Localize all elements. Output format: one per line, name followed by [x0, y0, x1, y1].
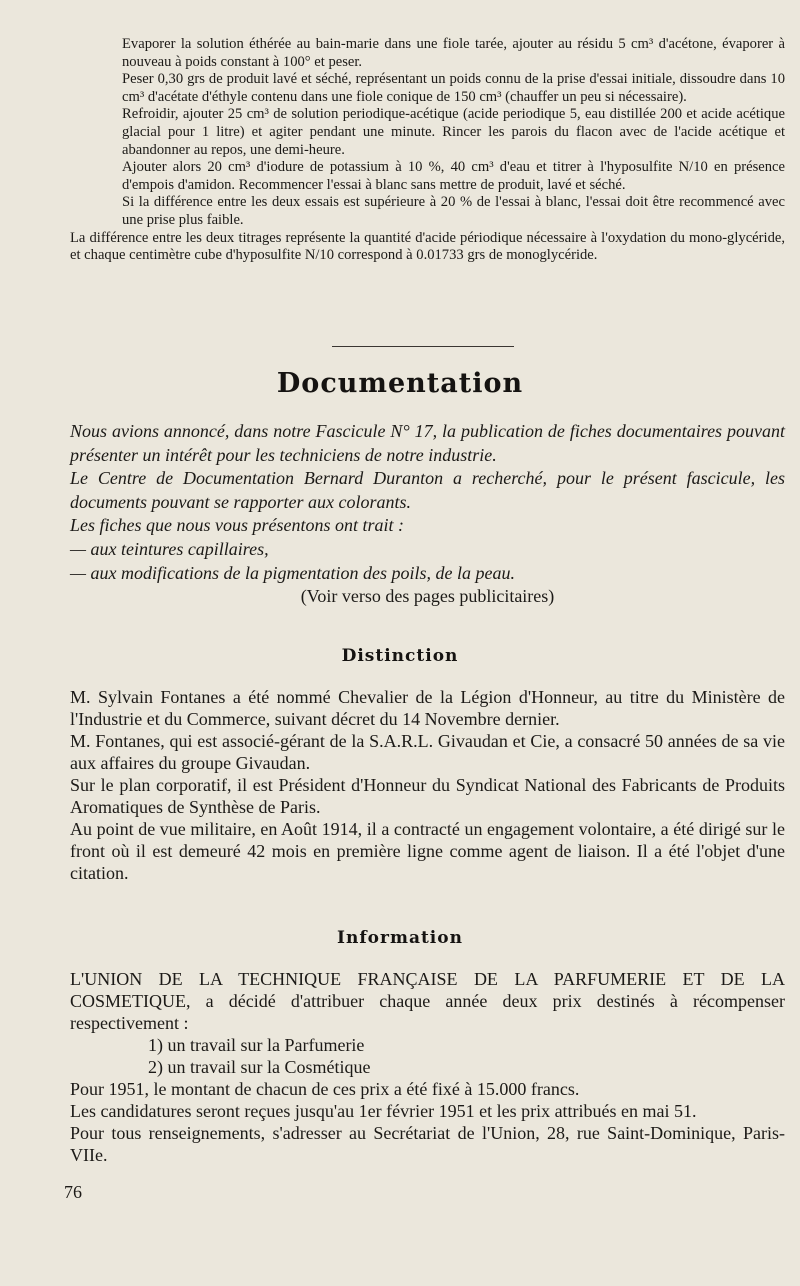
- documentation-note: (Voir verso des pages publicitaires): [300, 586, 555, 607]
- information-paragraph-4: Pour tous renseignements, s'adresser au Secrétariat de l'Union, 28, rue Saint-Dominique, Paris-VIIe.: [70, 1123, 785, 1165]
- information-paragraph-2: Pour 1951, le montant de chacun de ces prix a été fixé à 15.000 francs.: [70, 1079, 580, 1099]
- procedure-paragraph-4: Ajouter alors 20 cm³ d'iodure de potassium à 10 %, 40 cm³ d'eau et titrer à l'hyposulfite N/10 en présence d'empois d'amidon. Recommencer l'essai à blanc sans mettre de produit, lavé et séché.: [122, 159, 785, 193]
- procedure-paragraph-3: Refroidir, ajouter 25 cm³ de solution periodique-acétique (acide periodique 5, eau distillée 200 et acide acétique glacial pour 1 litre) et agiter pendant une minute. Rincer les parois du flacon avec de l'acide acétique et abandonner au repos, une demi-heure.: [122, 106, 785, 158]
- page-number: 76: [64, 1182, 82, 1202]
- distinction-paragraph-2: M. Fontanes, qui est associé-gérant de la S.A.R.L. Givaudan et Cie, a consacré 50 années de sa vie aux affaires du groupe Givaudan.: [70, 731, 785, 773]
- section-divider: [332, 346, 514, 347]
- documentation-heading: Documentation: [276, 368, 524, 399]
- information-list-item-1: 1) un travail sur la Parfumerie: [148, 1035, 365, 1055]
- documentation-list-item-1: — aux teintures capillaires,: [70, 538, 269, 559]
- information-list-item-2: 2) un travail sur la Cosmétique: [148, 1057, 371, 1077]
- documentation-paragraph-2: Le Centre de Documentation Bernard Duranton a recherché, pour le présent fascicule, les documents pouvant se rapporter aux colorants.: [70, 468, 785, 512]
- distinction-heading: Distinction: [341, 646, 459, 666]
- documentation-paragraph-3: Les fiches que nous vous présentons ont trait :: [70, 515, 404, 536]
- documentation-list-item-2: — aux modifications de la pigmentation des poils, de la peau.: [70, 562, 515, 583]
- documentation-paragraph-1: Nous avions annoncé, dans notre Fascicule N° 17, la publication de fiches documentaires pouvant présenter un intérêt pour les techniciens de notre industrie.: [70, 421, 785, 465]
- procedure-paragraph-1: Evaporer la solution éthérée au bain-marie dans une fiole tarée, ajouter au résidu 5 cm³ d'acétone, évaporer à nouveau à poids constant à 100° et peser.: [122, 36, 785, 70]
- information-paragraph-1: L'UNION DE LA TECHNIQUE FRANÇAISE DE LA PARFUMERIE ET DE LA COSMETIQUE, a décidé d'attribuer chaque année deux prix destinés à récompenser respectivement :: [70, 969, 785, 1033]
- distinction-paragraph-3: Sur le plan corporatif, il est Président d'Honneur du Syndicat National des Fabricants de Produits Aromatiques de Synthèse de Paris.: [70, 775, 785, 817]
- information-paragraph-3: Les candidatures seront reçues jusqu'au 1er février 1951 et les prix attribués en mai 51.: [70, 1101, 697, 1121]
- distinction-paragraph-1: M. Sylvain Fontanes a été nommé Chevalier de la Légion d'Honneur, au titre du Ministère de l'Industrie et du Commerce, suivant décret du 14 Novembre dernier.: [70, 687, 785, 729]
- information-heading: Information: [337, 928, 463, 948]
- documentation-section: [70, 420, 785, 609]
- procedure-paragraph-5: Si la différence entre les deux essais est supérieure à 20 % de l'essai à blanc, l'essai doit être recommencé avec une prise plus faible.: [122, 194, 785, 228]
- distinction-section: [70, 686, 785, 884]
- information-section: [70, 968, 785, 1166]
- procedure-paragraph-6: La différence entre les deux titrages représente la quantité d'acide périodique nécessaire à l'oxydation du mono-glycéride, et chaque centimètre cube d'hyposulfite N/10 correspond à 0.01733 grs de monoglycéride.: [70, 229, 785, 264]
- distinction-paragraph-4: Au point de vue militaire, en Août 1914, il a contracté un engagement volontaire, a été dirigé sur le front où il est demeuré 42 mois en première ligne comme agent de liaison. Il a été l'objet d'une citation.: [70, 819, 785, 883]
- procedure-paragraph-2: Peser 0,30 grs de produit lavé et séché, représentant un poids connu de la prise d'essai initiale, dissoudre dans 10 cm³ d'acétate d'éthyle contenu dans une fiole conique de 150 cm³ (chauffer un peu si nécessaire).: [122, 71, 785, 105]
- analysis-procedure-section: [70, 36, 785, 265]
